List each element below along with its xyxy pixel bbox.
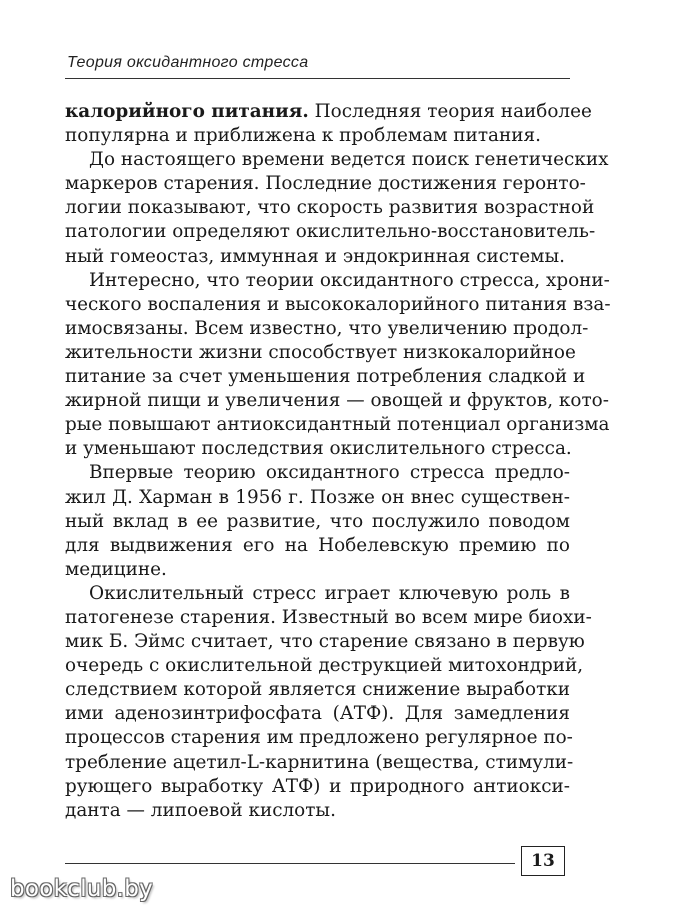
text-line — [65, 389, 609, 413]
line-text: для выдвижения его на Нобелевскую премию по — [65, 534, 570, 556]
line-text: ческого воспаления и высококалорийного питания вза- — [65, 293, 611, 315]
footer-rule — [65, 863, 515, 864]
line-text: медицине. — [65, 558, 167, 580]
line-text: данта — липоевой кислоты. — [65, 799, 336, 821]
text-line — [65, 293, 611, 317]
line-text: Окислительный стресс играет ключевую роль в — [89, 582, 570, 604]
text-line — [65, 317, 589, 341]
bold-term: калорийного питания. — [65, 101, 309, 122]
text-line — [65, 365, 586, 389]
text-line — [65, 196, 595, 220]
text-line — [65, 582, 570, 606]
text-line — [65, 799, 570, 823]
line-text: маркеров старения. Последние достижения геронто- — [65, 173, 586, 195]
line-text: рые повышают антиоксидантный потенциал организма — [65, 414, 610, 436]
line-text: До настоящего времени ведется поиск генетических — [89, 149, 609, 171]
text-line — [65, 124, 570, 148]
text-line — [65, 220, 596, 244]
page-number: 13 — [521, 846, 565, 876]
line-text: и уменьшают последствия окислительного стресса. — [65, 438, 572, 460]
text-line — [65, 437, 570, 461]
line-text: жирной пищи и увеличения — овощей и фруктов, кото- — [65, 390, 609, 412]
line-text: Интересно, что теории оксидантного стресса, хрони- — [89, 269, 610, 291]
line-text: питание за счет уменьшения потребления сладкой и — [65, 366, 586, 388]
line-text: логии показывают, что скорость развития возрастной — [65, 197, 595, 219]
line-text: процессов старения им предложено регулярное по- — [65, 727, 573, 749]
text-line — [65, 702, 570, 726]
line-text: очередь с окислительной деструкцией митохондрий, — [65, 655, 584, 677]
running-head-title: Теория оксидантного стресса — [67, 54, 309, 71]
line-text: ный вклад в ее развитие, что послужило поводом — [65, 510, 570, 532]
line-text: имосвязаны. Всем известно, что увеличению продол- — [65, 317, 589, 339]
line-text: требление ацетил-L-карнитина (вещества, стимули- — [65, 751, 574, 773]
text-line — [65, 245, 570, 269]
paragraph — [65, 269, 611, 462]
header-rule — [65, 78, 570, 79]
line-text: патологии определяют окислительно-восстановитель- — [65, 221, 596, 243]
text-line — [65, 751, 574, 775]
line-text: мик Б. Эймс считает, что старение связано в первую — [65, 631, 585, 653]
watermark-logo: bookclub.by — [10, 876, 154, 902]
text-line — [65, 510, 570, 534]
text-line — [65, 654, 584, 678]
line-text: жительности жизни способствует низкокалорийное — [65, 341, 576, 363]
text-line — [65, 606, 592, 630]
paragraph — [65, 582, 592, 823]
line-text: ный гомеостаз, иммунная и эндокринная системы. — [65, 245, 565, 267]
text-line — [65, 413, 610, 437]
line-text: популярна и приближена к проблемам питания. — [65, 125, 541, 147]
line-text: Впервые теорию оксидантного стресса предло- — [89, 462, 570, 484]
text-line — [65, 341, 576, 365]
line-text: ими аденозинтрифосфата (АТФ). Для замедления — [65, 703, 570, 725]
text-line — [65, 269, 610, 293]
text-line — [65, 534, 570, 558]
text-line — [65, 148, 609, 172]
line-text: следствием которой является снижение выработки — [65, 679, 570, 701]
text-line — [65, 630, 585, 654]
text-line — [65, 775, 570, 799]
line-text: рующего выработку АТФ) и природного антиокси- — [65, 775, 570, 797]
line-text: патогенезе старения. Известный во всем мире биохи- — [65, 606, 592, 628]
text-line — [65, 172, 586, 196]
text-line — [65, 486, 570, 510]
text-line — [65, 558, 570, 582]
text-line — [65, 461, 570, 485]
body-text — [65, 100, 611, 823]
text-line — [65, 100, 592, 124]
paragraph — [65, 100, 592, 148]
text-line — [65, 678, 570, 702]
line-text: жил Д. Харман в 1956 г. Позже он внес существен- — [65, 486, 570, 508]
text-line — [65, 726, 573, 750]
paragraph — [65, 461, 570, 581]
line-text: Последняя теория наиболее — [308, 101, 592, 122]
paragraph — [65, 148, 609, 268]
